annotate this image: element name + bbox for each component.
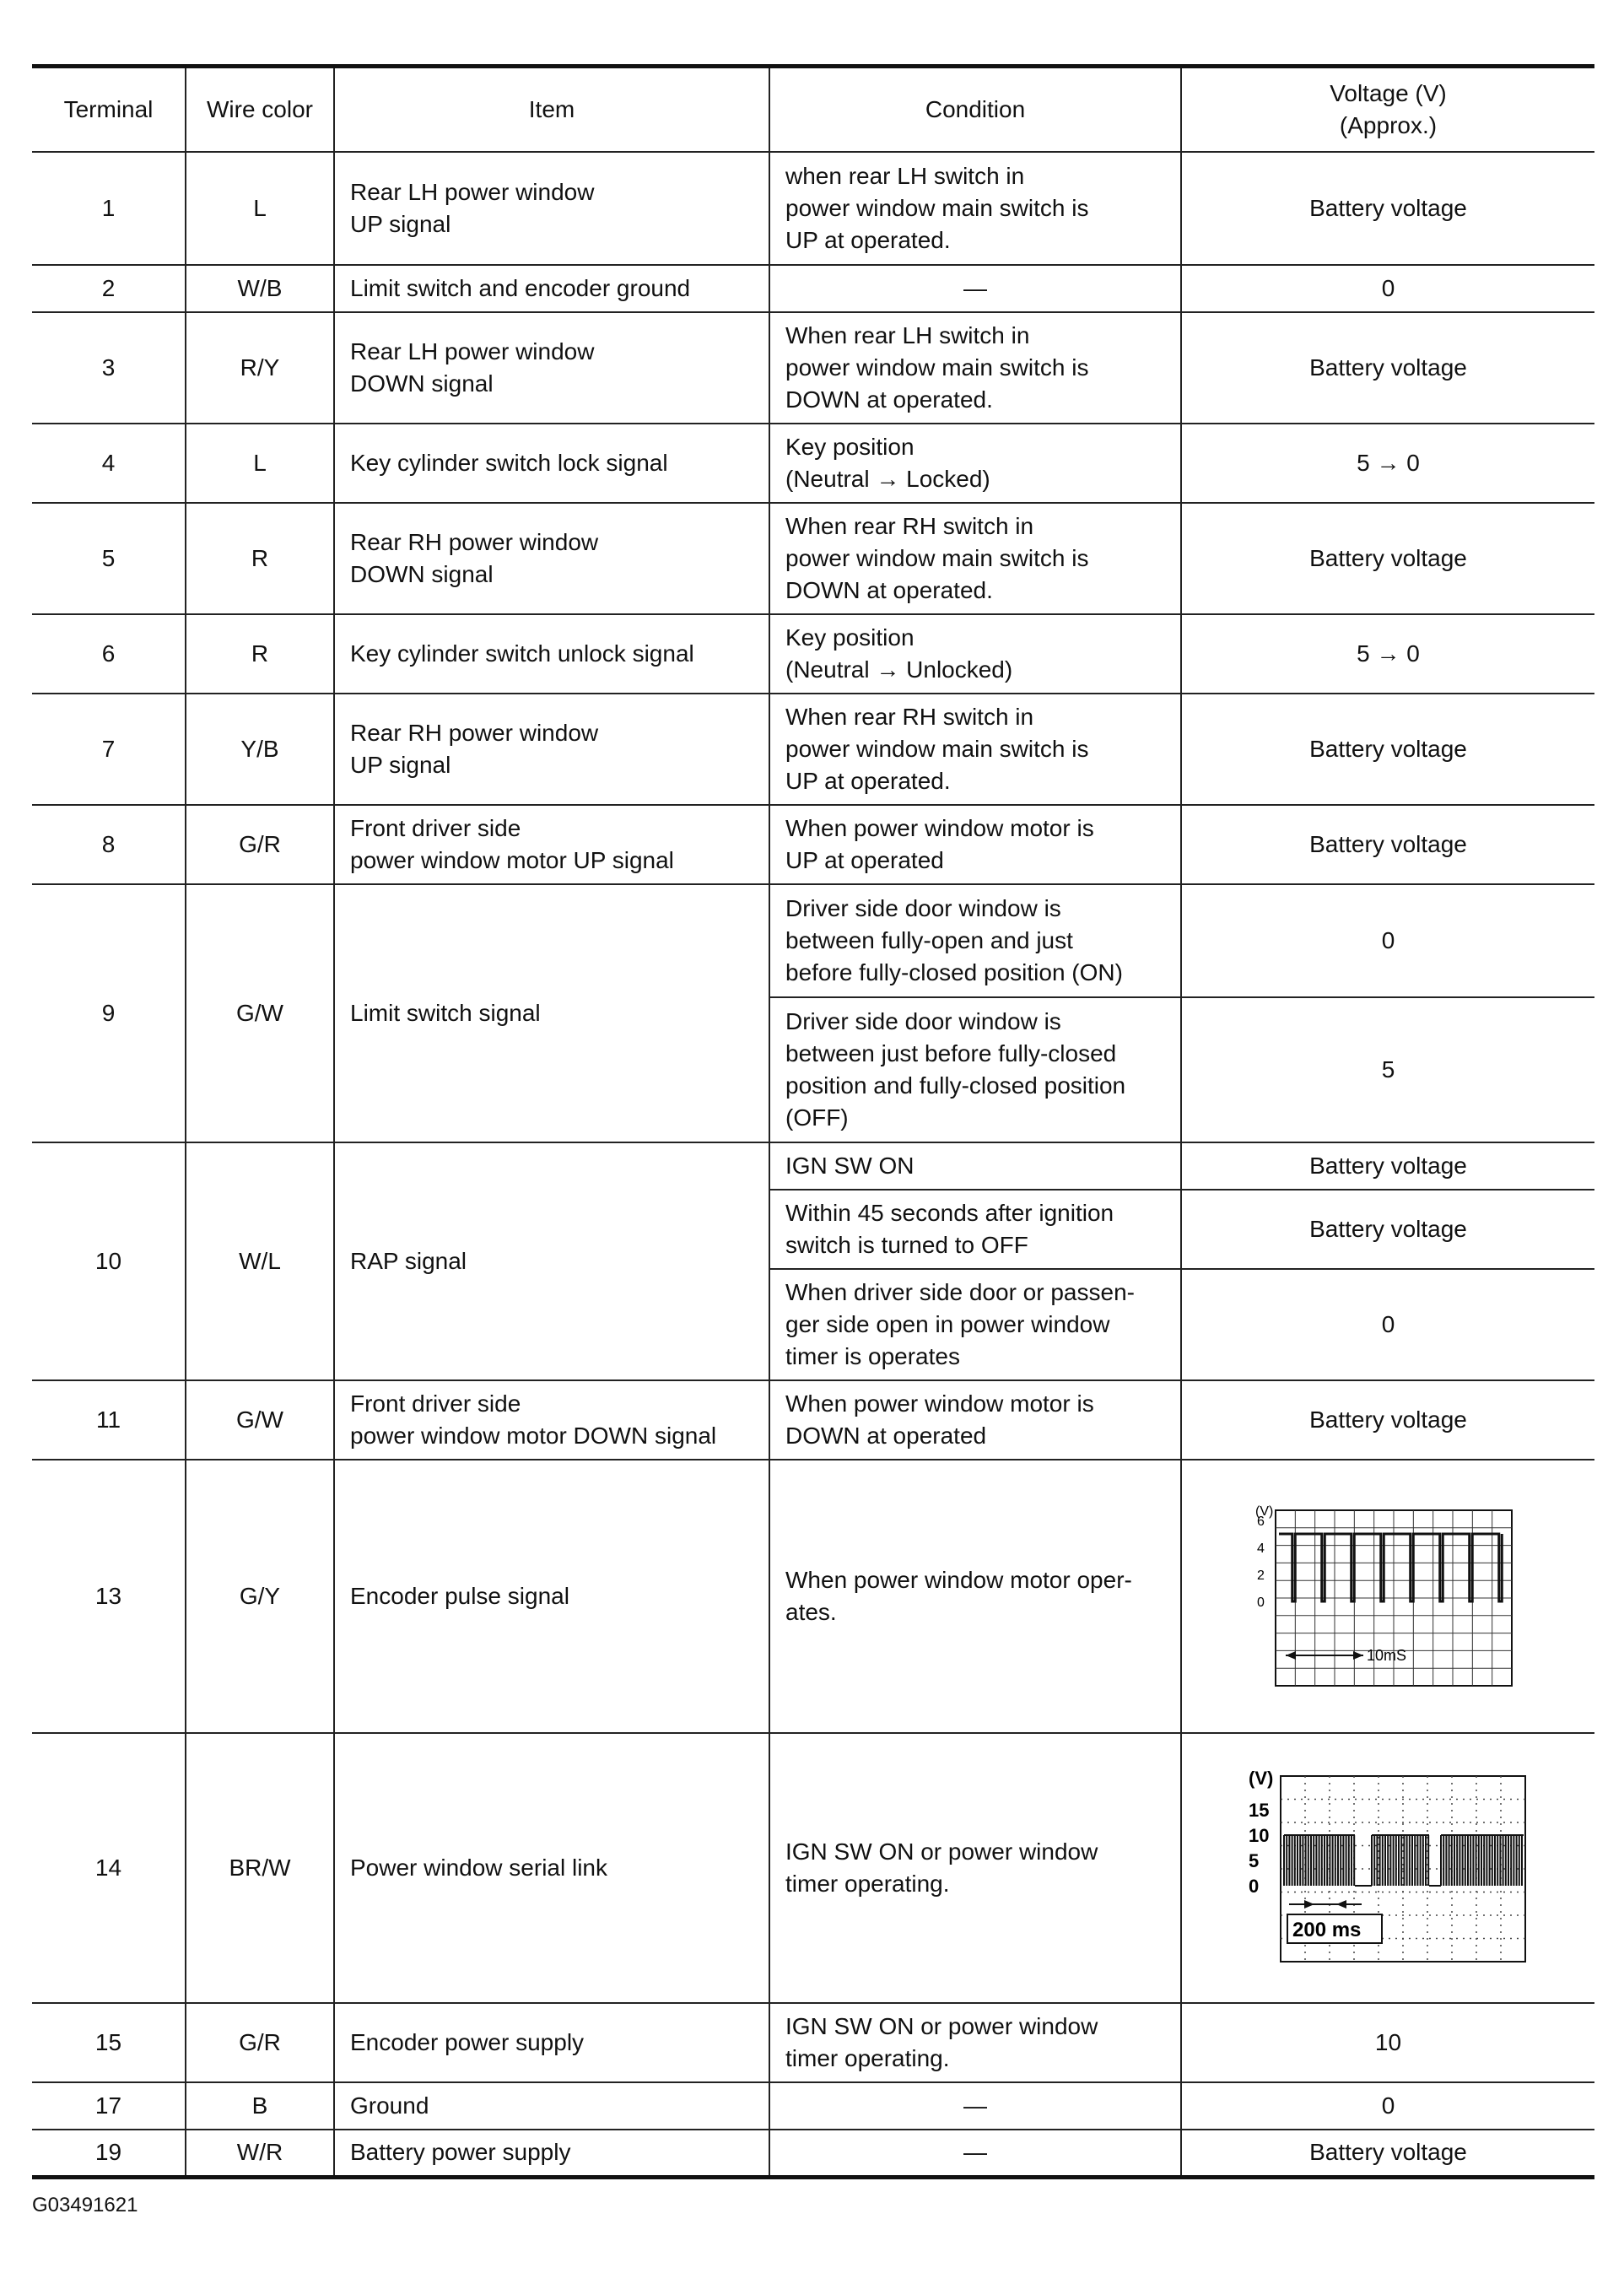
terminal-cell: 15 — [32, 2003, 186, 2082]
wire-color-cell: R — [186, 503, 334, 614]
time-scale-label: 200 ms — [1292, 1919, 1361, 1941]
condition-cell: IGN SW ON or power window timer operating. — [769, 2003, 1181, 2082]
condition-cell: Key position (Neutral → Locked) — [769, 424, 1181, 503]
table-row — [32, 1380, 1594, 1460]
wire-color-cell: W/L — [186, 1142, 334, 1380]
wire-color-cell: W/B — [186, 265, 334, 312]
terminal-cell: 11 — [32, 1380, 186, 1460]
voltage-cell: Battery voltage — [1181, 1142, 1594, 1190]
item-cell: RAP signal — [334, 1142, 769, 1380]
item-cell: Front driver side power window motor DOWN signal — [334, 1380, 769, 1460]
table-row — [32, 805, 1594, 884]
terminal-cell: 1 — [32, 152, 186, 265]
condition-cell: Driver side door window is between just before fully-closed position and fully-closed position (OFF) — [769, 997, 1181, 1142]
condition-cell: Driver side door window is between fully-open and just before fully-closed position (ON) — [769, 884, 1181, 997]
voltage-cell: Battery voltage — [1181, 503, 1594, 614]
item-cell: Rear RH power window UP signal — [334, 694, 769, 805]
terminal-cell: 19 — [32, 2130, 186, 2177]
table-row — [32, 694, 1594, 805]
voltage-cell: 5 → 0 — [1181, 614, 1594, 694]
arrow-head-right-icon — [1304, 1900, 1314, 1909]
arrow-head-left-icon — [1336, 1900, 1346, 1909]
condition-cell: Key position (Neutral → Unlocked) — [769, 614, 1181, 694]
wiring-terminal-table-sheet — [32, 64, 1594, 2179]
item-cell: Power window serial link — [334, 1733, 769, 2003]
scope-tick-label: 15 — [1248, 1800, 1269, 1821]
item-cell: Rear LH power window UP signal — [334, 152, 769, 265]
terminal-voltage-table — [32, 64, 1594, 2179]
voltage-cell: Battery voltage — [1181, 152, 1594, 265]
item-cell: Encoder power supply — [334, 2003, 769, 2082]
document-id: G03491621 — [32, 2194, 138, 2216]
wire-color-cell: BR/W — [186, 1733, 334, 2003]
terminal-cell: 10 — [32, 1142, 186, 1380]
item-cell: Limit switch signal — [334, 884, 769, 1142]
voltage-cell: Battery voltage — [1181, 312, 1594, 424]
scope-tick-label: 5 — [1248, 1850, 1259, 1871]
table-row — [32, 614, 1594, 694]
header-condition: Condition — [769, 67, 1181, 153]
wire-color-cell: B — [186, 2082, 334, 2130]
voltage-cell: Battery voltage — [1181, 1190, 1594, 1269]
table-row — [32, 424, 1594, 503]
item-cell: Key cylinder switch unlock signal — [334, 614, 769, 694]
condition-cell: IGN SW ON — [769, 1142, 1181, 1190]
condition-cell: When rear RH switch in power window main switch is UP at operated. — [769, 694, 1181, 805]
table-row — [32, 1142, 1594, 1190]
voltage-cell: 5 — [1181, 997, 1594, 1142]
wire-color-cell: Y/B — [186, 694, 334, 805]
voltage-waveform-cell — [1181, 1460, 1594, 1733]
wire-color-cell: G/W — [186, 884, 334, 1142]
item-cell: Rear LH power window DOWN signal — [334, 312, 769, 424]
voltage-cell: 0 — [1181, 2082, 1594, 2130]
item-cell: Rear RH power window DOWN signal — [334, 503, 769, 614]
terminal-cell: 5 — [32, 503, 186, 614]
wire-color-cell: L — [186, 424, 334, 503]
condition-cell: — — [769, 2130, 1181, 2177]
voltage-cell: Battery voltage — [1181, 2130, 1594, 2177]
scope-unit-label: (V) — [1248, 1768, 1273, 1789]
arrow-head-left-icon — [1286, 1651, 1296, 1660]
table-row — [32, 1460, 1594, 1733]
terminal-cell: 13 — [32, 1460, 186, 1733]
scope-tick-label: 2 — [1256, 1568, 1265, 1583]
header-item: Item — [334, 67, 769, 153]
wire-color-cell: G/W — [186, 1380, 334, 1460]
terminal-cell: 8 — [32, 805, 186, 884]
condition-cell: When rear RH switch in power window main switch is DOWN at operated. — [769, 503, 1181, 614]
condition-cell: — — [769, 265, 1181, 312]
wire-color-cell: G/R — [186, 2003, 334, 2082]
condition-cell: When power window motor is UP at operated — [769, 805, 1181, 884]
encoder-pulse-waveform — [1254, 1495, 1524, 1698]
scope-tick-label: 4 — [1256, 1541, 1265, 1556]
item-cell: Key cylinder switch lock signal — [334, 424, 769, 503]
condition-cell: When rear LH switch in power window main switch is DOWN at operated. — [769, 312, 1181, 424]
condition-cell: When driver side door or passen- ger side open in power window timer is operates — [769, 1269, 1181, 1380]
condition-cell: When power window motor is DOWN at operated — [769, 1380, 1181, 1460]
terminal-cell: 3 — [32, 312, 186, 424]
terminal-cell: 9 — [32, 884, 186, 1142]
serial-link-waveform — [1245, 1763, 1532, 1973]
terminal-cell: 7 — [32, 694, 186, 805]
item-cell: Battery power supply — [334, 2130, 769, 2177]
voltage-cell: 10 — [1181, 2003, 1594, 2082]
voltage-cell: 5 → 0 — [1181, 424, 1594, 503]
scope-unit-label: (V) — [1254, 1504, 1273, 1519]
condition-cell: IGN SW ON or power window timer operating. — [769, 1733, 1181, 2003]
wire-color-cell: G/Y — [186, 1460, 334, 1733]
voltage-waveform-cell — [1181, 1733, 1594, 2003]
table-row — [32, 1733, 1594, 2003]
table-row — [32, 2082, 1594, 2130]
wire-color-cell: G/R — [186, 805, 334, 884]
table-row — [32, 2130, 1594, 2177]
wire-color-cell: R/Y — [186, 312, 334, 424]
voltage-cell: 0 — [1181, 884, 1594, 997]
table-row — [32, 265, 1594, 312]
table-row — [32, 884, 1594, 997]
table-row — [32, 312, 1594, 424]
header-terminal: Terminal — [32, 67, 186, 153]
terminal-cell: 4 — [32, 424, 186, 503]
table-row — [32, 2003, 1594, 2082]
wire-color-cell: W/R — [186, 2130, 334, 2177]
voltage-cell: Battery voltage — [1181, 694, 1594, 805]
voltage-cell: 0 — [1181, 1269, 1594, 1380]
table-row — [32, 503, 1594, 614]
scope-tick-label: 0 — [1248, 1876, 1259, 1897]
header-wire-color: Wire color — [186, 67, 334, 153]
scope-tick-label: 0 — [1256, 1595, 1265, 1610]
terminal-cell: 14 — [32, 1733, 186, 2003]
condition-cell: When power window motor oper- ates. — [769, 1460, 1181, 1733]
item-cell: Limit switch and encoder ground — [334, 265, 769, 312]
terminal-cell: 17 — [32, 2082, 186, 2130]
condition-cell: — — [769, 2082, 1181, 2130]
terminal-cell: 2 — [32, 265, 186, 312]
voltage-cell: 0 — [1181, 265, 1594, 312]
terminal-cell: 6 — [32, 614, 186, 694]
header-row — [32, 67, 1594, 153]
item-cell: Ground — [334, 2082, 769, 2130]
arrow-head-right-icon — [1353, 1651, 1363, 1660]
wire-color-cell: L — [186, 152, 334, 265]
item-cell: Front driver side power window motor UP signal — [334, 805, 769, 884]
item-cell: Encoder pulse signal — [334, 1460, 769, 1733]
time-scale-label: 10mS — [1366, 1647, 1406, 1664]
condition-cell: Within 45 seconds after ignition switch is turned to OFF — [769, 1190, 1181, 1269]
voltage-cell: Battery voltage — [1181, 805, 1594, 884]
voltage-cell: Battery voltage — [1181, 1380, 1594, 1460]
wire-color-cell: R — [186, 614, 334, 694]
scope-tick-label: 10 — [1248, 1825, 1269, 1846]
scope-tick-label: 6 — [1256, 1514, 1265, 1529]
table-row — [32, 152, 1594, 265]
header-voltage: Voltage (V) (Approx.) — [1181, 67, 1594, 153]
condition-cell: when rear LH switch in power window main switch is UP at operated. — [769, 152, 1181, 265]
